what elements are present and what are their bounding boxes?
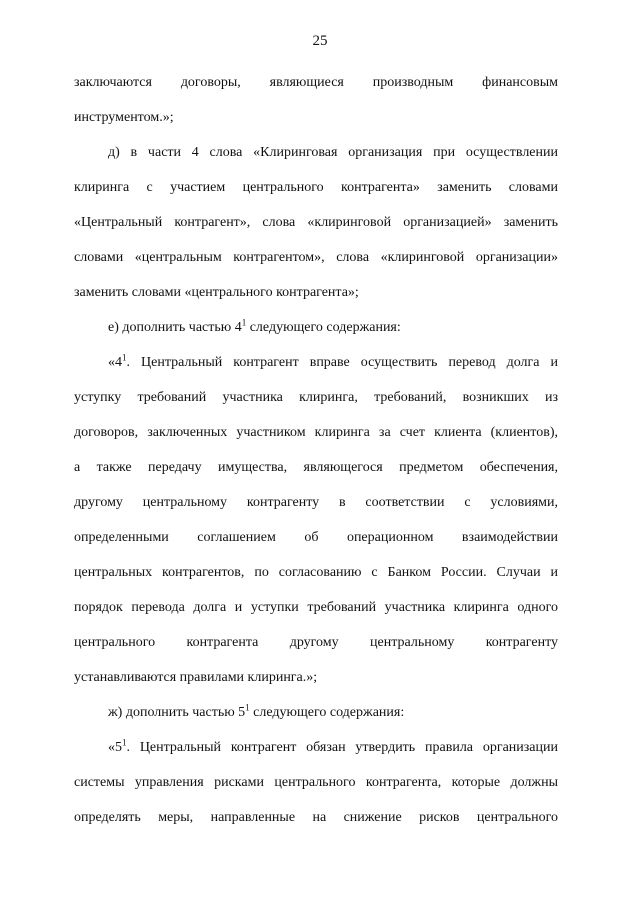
text-line: центрального контрагента другому центральному контрагенту [74,635,558,650]
text-line: словами «центральным контрагентом», слова «клиринговой организации» [74,250,558,265]
text-line [74,345,558,380]
text-line: заключаются договоры, являющиеся производным финансовым [74,75,558,90]
text-fragment: «5 [108,740,122,755]
text-line: уступку требований участника клиринга, требований, возникших из [74,390,558,405]
document-body [74,65,558,835]
text-fragment: . Центральный контрагент обязан утвердить правила организации [126,740,558,755]
text-line: клиринга с участием центрального контрагента» заменить словами [74,180,558,195]
text-fragment: . Центральный контрагент вправе осуществить перевод долга и [126,355,558,370]
text-fragment: следующего содержания: [246,320,401,335]
text-line: а также передачу имущества, являющегося предметом обеспечения, [74,460,558,475]
text-line: другому центральному контрагенту в соответствии с условиями, [74,495,558,510]
text-line [74,310,558,345]
text-line: определенными соглашением об операционном взаимодействии [74,530,558,545]
text-line: д) в части 4 слова «Клиринговая организация при осуществлении [108,145,558,160]
page-number: 25 [312,33,328,49]
text-line: договоров, заключенных участником клиринга за счет клиента (клиентов), [74,425,558,440]
superscript: 1 [122,352,127,363]
text-line: порядок перевода долга и уступки требований участника клиринга одного [74,600,558,615]
text-line: заменить словами «центрального контрагента»; [74,285,359,300]
superscript: 1 [122,737,127,748]
text-line: определять меры, направленные на снижение рисков центрального [74,810,558,825]
text-fragment: следующего содержания: [249,705,405,720]
text-line: центральных контрагентов, по согласованию с Банком России. Случаи и [74,565,558,580]
text-line [74,730,558,765]
text-fragment: е) дополнить частью 4 [108,320,242,335]
text-line: системы управления рисками центрального контрагента, которые должны [74,775,558,790]
text-fragment: «4 [108,355,122,370]
text-line: «Центральный контрагент», слова «клиринговой организацией» заменить [74,215,558,230]
superscript: 1 [241,317,247,328]
text-line: инструментом.»; [74,110,174,125]
text-line: устанавливаются правилами клиринга.»; [74,670,318,685]
superscript: 1 [245,702,250,713]
text-line [74,695,558,730]
text-fragment: ж) дополнить частью 5 [108,705,246,720]
